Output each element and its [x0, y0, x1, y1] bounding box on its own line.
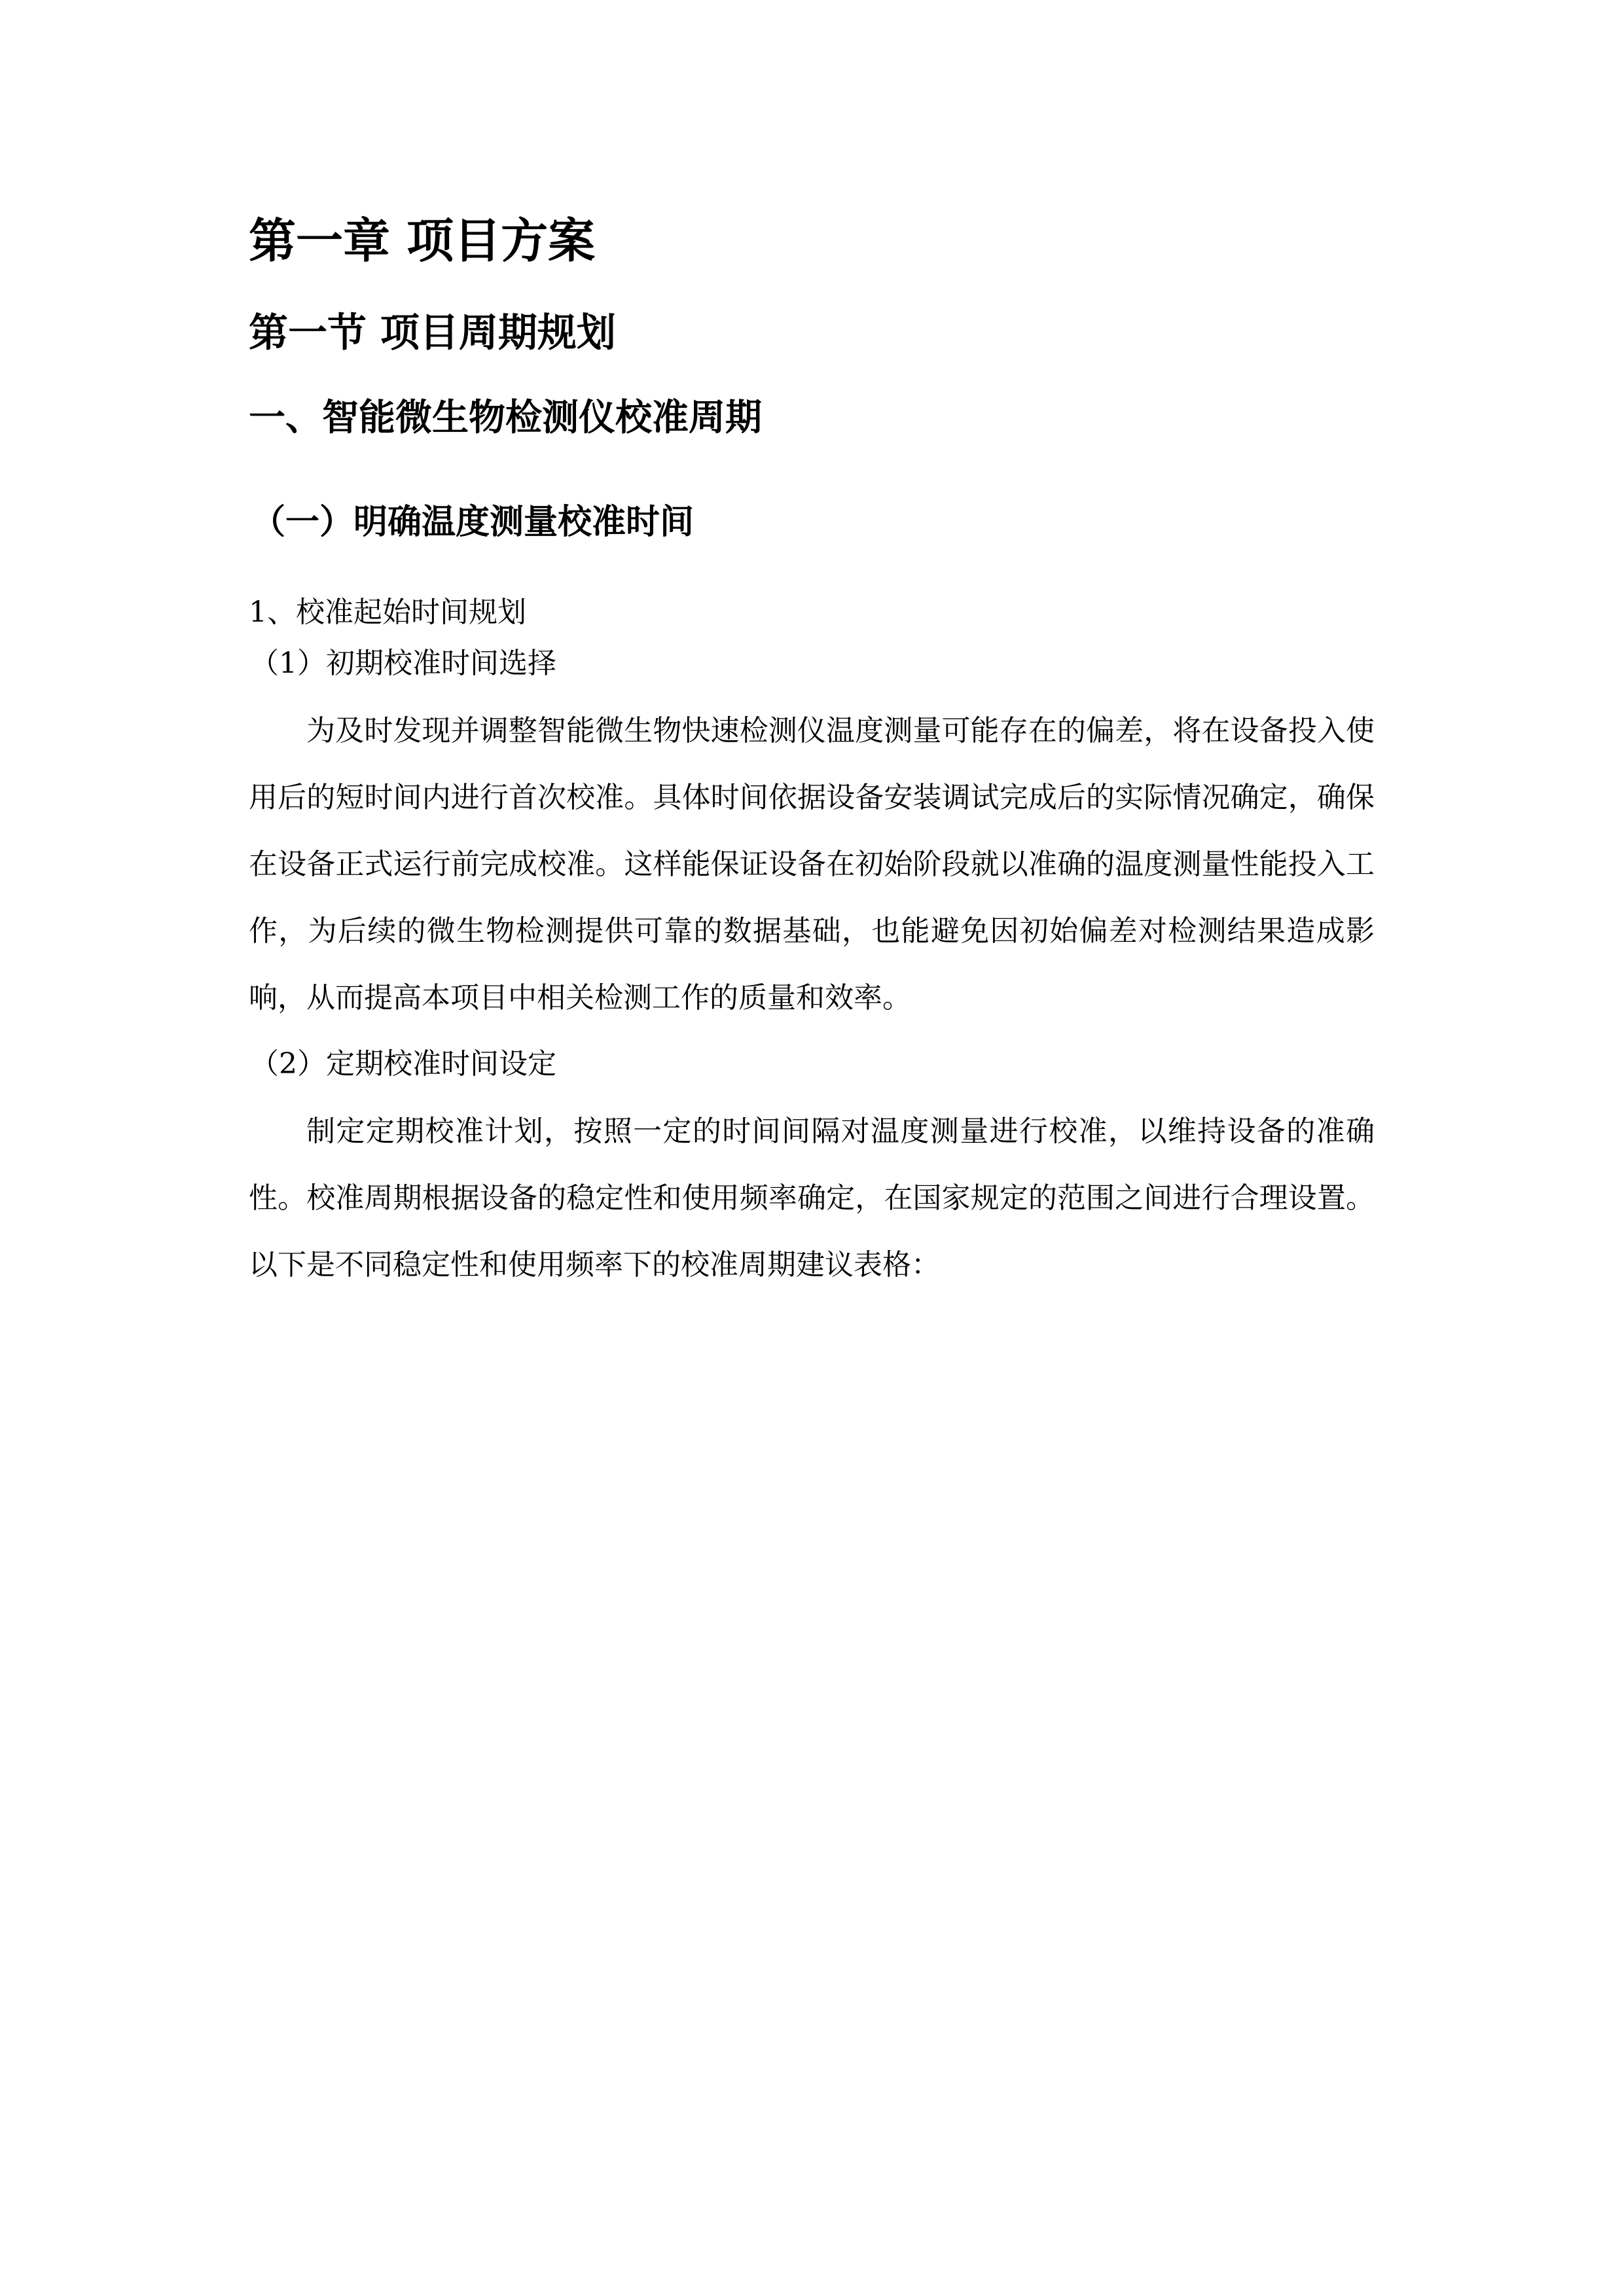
part-title: （一）明确温度测量校准时间	[251, 502, 695, 542]
document-body	[249, 208, 1375, 1299]
chapter-title: 第一章 项目方案	[249, 213, 596, 268]
initial-calibration-paragraph: 为及时发现并调整智能微生物快速检测仪温度测量可能存在的偏差，将在设备投入使用后的短时间内进行首次校准。具体时间依据设备安装调试完成后的实际情况确定，确保在设备正式运行前完成校准。这样能保证设备在初始阶段就以准确的温度测量性能投入工作，为后续的微生物检测提供可靠的数据基础，也能避免因初始偏差对检测结果造成影响，从而提高本项目中相关检测工作的质量和效率。	[249, 714, 1375, 1014]
subsection-title: 一、智能微生物检测仪校准周期	[249, 397, 762, 439]
periodic-calibration-paragraph: 制定定期校准计划，按照一定的时间间隔对温度测量进行校准，以维持设备的准确性。校准周期根据设备的稳定性和使用频率确定，在国家规定的范围之间进行合理设置。以下是不同稳定性和使用频率下的校准周期建议表格：	[249, 1115, 1375, 1282]
initial-calibration-title: （1）初期校准时间选择	[250, 647, 556, 680]
section-title: 第一节 项目周期规划	[249, 310, 616, 356]
periodic-calibration-title: （2）定期校准时间设定	[250, 1047, 556, 1081]
item-title: 1、校准起始时间规划	[249, 596, 526, 629]
